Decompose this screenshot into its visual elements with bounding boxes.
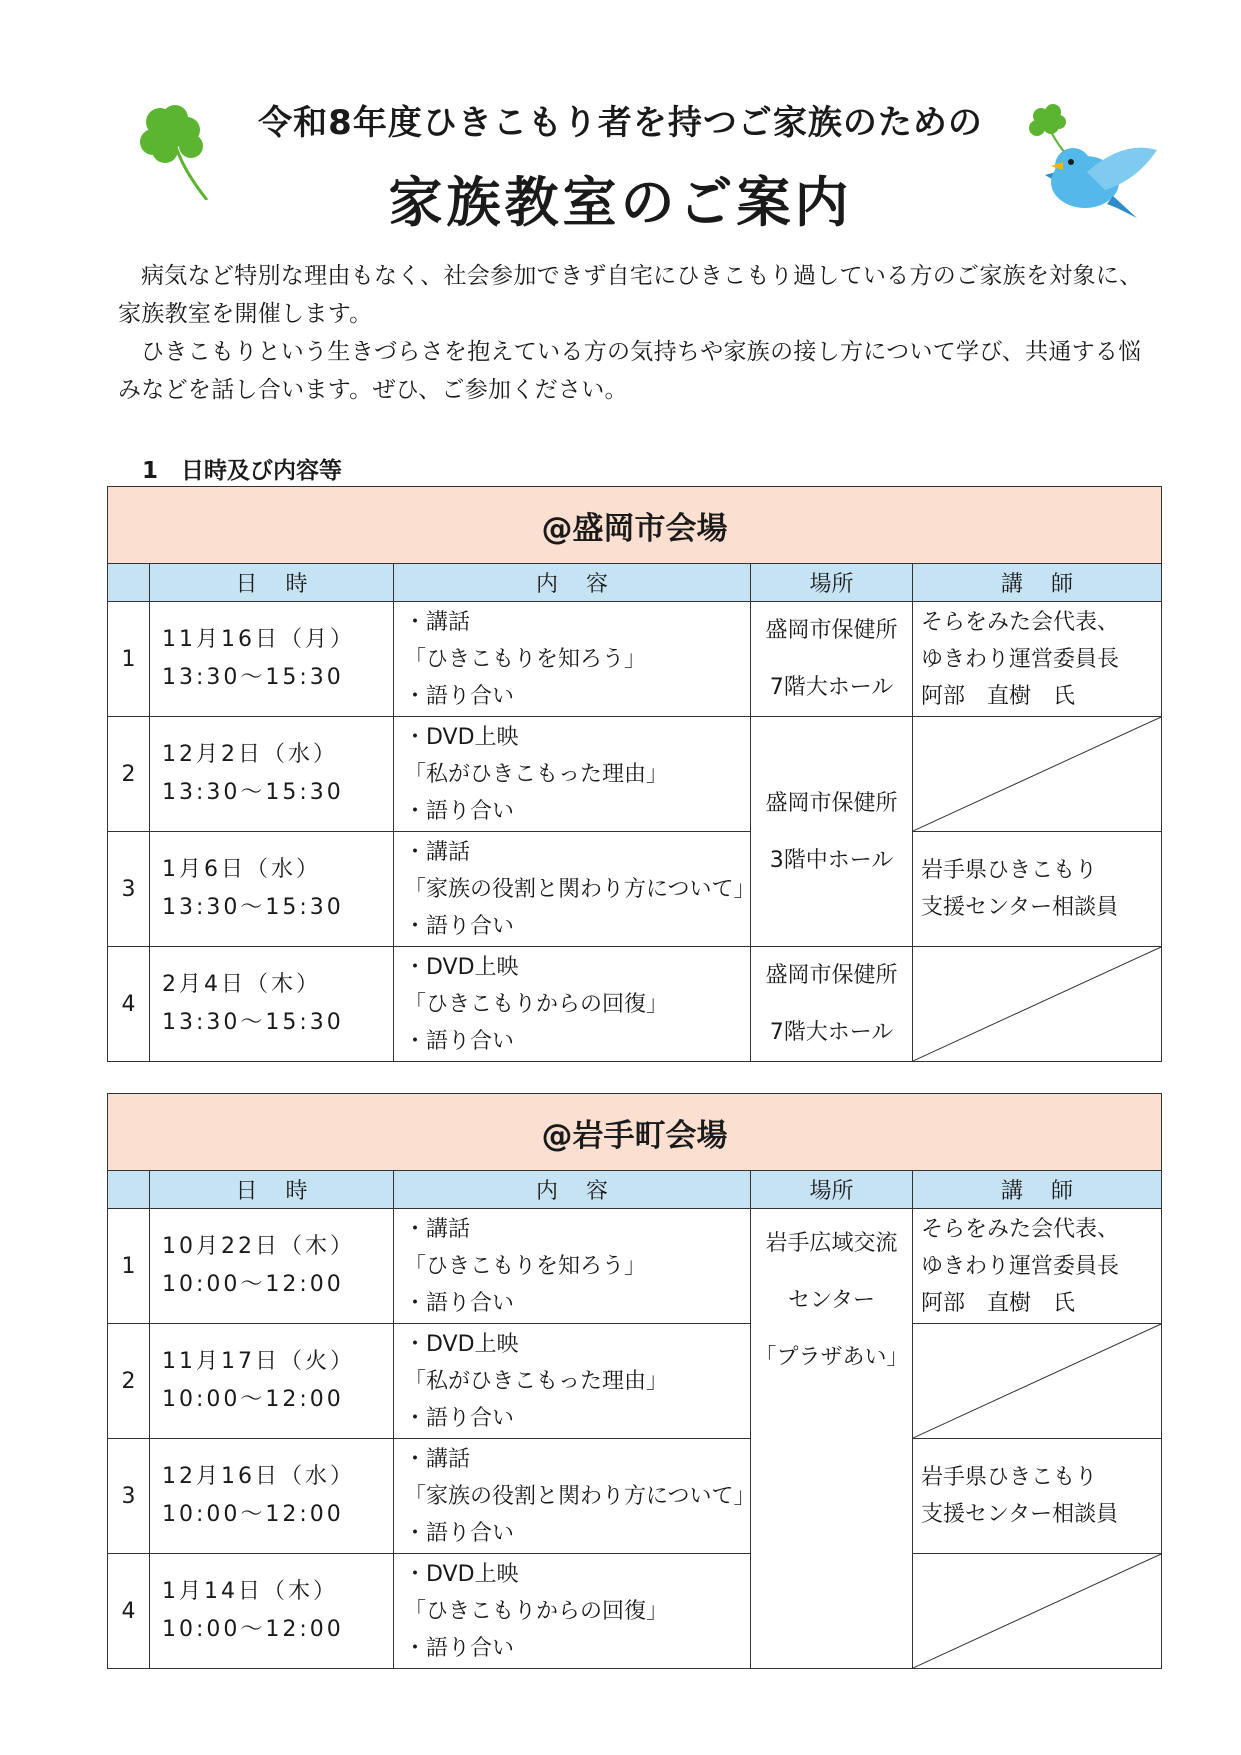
column-header-row	[108, 1171, 1162, 1209]
col-content: 内容	[394, 1171, 751, 1209]
row-number: 3	[108, 1439, 150, 1554]
row-number: 4	[108, 1554, 150, 1669]
row-number: 3	[108, 832, 150, 947]
row-content: ・講話 「家族の役割と関わり方について」 ・語り合い	[394, 832, 751, 947]
row-content: ・DVD上映 「ひきこもりからの回復」 ・語り合い	[394, 1554, 751, 1669]
row-content: ・講話 「ひきこもりを知ろう」 ・語り合い	[394, 1209, 751, 1324]
page-title: 家族教室のご案内	[388, 171, 853, 234]
row-number: 2	[108, 1324, 150, 1439]
row-lecturer: 岩手県ひきこもり 支援センター相談員	[913, 1439, 1162, 1554]
intro-paragraph-1: 病気など特別な理由もなく、社会参加できず自宅にひきこもり過している方のご家族を対象に、家族教室を開催します。	[118, 263, 1143, 327]
row-content: ・DVD上映 「私がひきこもった理由」 ・語り合い	[394, 717, 751, 832]
row-lecturer: そらをみた会代表、 ゆきわり運営委員長 阿部 直樹 氏	[913, 602, 1162, 717]
intro-text	[118, 257, 1158, 409]
col-lecturer: 講師	[913, 564, 1162, 602]
row-datetime: 1月6日（水） 13:30～15:30	[150, 832, 394, 947]
row-content: ・DVD上映 「ひきこもりからの回復」 ・語り合い	[394, 947, 751, 1062]
venue-heading: @岩手町会場	[108, 1094, 1162, 1171]
schedule-table-morioka	[107, 486, 1162, 1062]
row-datetime: 1月14日（木） 10:00～12:00	[150, 1554, 394, 1669]
col-place: 場所	[751, 1171, 913, 1209]
row-content: ・DVD上映 「私がひきこもった理由」 ・語り合い	[394, 1324, 751, 1439]
row-place: 盛岡市保健所 7階大ホール	[751, 602, 913, 717]
row-content: ・講話 「ひきこもりを知ろう」 ・語り合い	[394, 602, 751, 717]
column-header-row	[108, 564, 1162, 602]
table-row	[108, 947, 1162, 1062]
row-number: 2	[108, 717, 150, 832]
row-place: 盛岡市保健所 3階中ホール	[751, 717, 913, 947]
section-heading: 1 日時及び内容等	[142, 458, 343, 484]
table-row	[108, 1439, 1162, 1554]
row-place: 岩手広域交流 センター 「プラザあい」	[751, 1209, 913, 1669]
col-datetime: 日時	[150, 564, 394, 602]
table-row	[108, 1209, 1162, 1324]
empty-slash-cell	[913, 1554, 1162, 1669]
row-datetime: 11月17日（火） 10:00～12:00	[150, 1324, 394, 1439]
row-content: ・講話 「家族の役割と関わり方について」 ・語り合い	[394, 1439, 751, 1554]
venue-heading: @盛岡市会場	[108, 487, 1162, 564]
col-place: 場所	[751, 564, 913, 602]
row-lecturer: 岩手県ひきこもり 支援センター相談員	[913, 832, 1162, 947]
empty-slash-cell	[913, 947, 1162, 1062]
title-line1: 令和8年度ひきこもり者を持つご家族のための	[258, 103, 983, 143]
row-datetime: 12月16日（水） 10:00～12:00	[150, 1439, 394, 1554]
table-row	[108, 1324, 1162, 1439]
table-row	[108, 832, 1162, 947]
empty-slash-cell	[913, 1324, 1162, 1439]
schedule-table-iwate	[107, 1093, 1162, 1669]
col-datetime: 日時	[150, 1171, 394, 1209]
row-datetime: 11月16日（月） 13:30～15:30	[150, 602, 394, 717]
col-lecturer: 講師	[913, 1171, 1162, 1209]
row-lecturer: そらをみた会代表、 ゆきわり運営委員長 阿部 直樹 氏	[913, 1209, 1162, 1324]
row-place: 盛岡市保健所 7階大ホール	[751, 947, 913, 1062]
row-datetime: 12月2日（水） 13:30～15:30	[150, 717, 394, 832]
table-row	[108, 602, 1162, 717]
col-content: 内容	[394, 564, 751, 602]
row-datetime: 10月22日（木） 10:00～12:00	[150, 1209, 394, 1324]
row-number: 1	[108, 602, 150, 717]
row-datetime: 2月4日（木） 13:30～15:30	[150, 947, 394, 1062]
row-number: 4	[108, 947, 150, 1062]
row-number: 1	[108, 1209, 150, 1324]
table-row	[108, 717, 1162, 832]
empty-slash-cell	[913, 717, 1162, 832]
table-row	[108, 1554, 1162, 1669]
intro-paragraph-2: ひきこもりという生きづらさを抱えている方の気持ちや家族の接し方について学び、共通する悩みなどを話し合います。ぜひ、ご参加ください。	[118, 339, 1142, 403]
